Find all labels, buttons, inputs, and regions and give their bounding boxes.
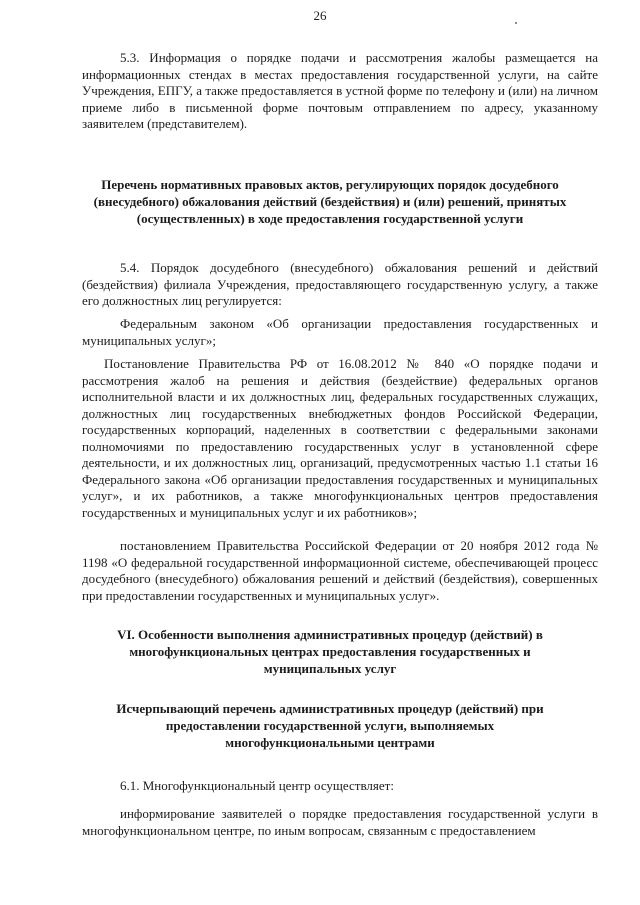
paragraph-5-3: 5.3. Информация о порядке подачи и рассмотрения жалобы размещается на информационных стендах в местах предоставления государственной услуги, на сайте Учреждения, ЕПГУ, а также предоставляется в устной форме по телефону и (или) на личном приеме либо в письменной форме почтовым отправлением по адресу, указанному заявителем (представителем). bbox=[82, 50, 598, 131]
paragraph-6-1: 6.1. Многофункциональный центр осуществляет: bbox=[120, 778, 394, 793]
paragraph-decree-840: Постановление Правительства РФ от 16.08.2012 № 840 «О порядке подачи и рассмотрения жалоб на решения и действия (бездействие) федеральных органов исполнительной власти и их должностных лиц, федеральных государственных служащих, должностных лиц государственных внебюджетных фондов Российской Федерации, государственных корпораций, наделенных в соответствии с федеральными законами полномочиями по предоставлению государственных услуг в установленной сфере деятельности, и их должностных лиц, организаций, предусмотренных частью 1.1 статьи 16 Федерального закона «Об организации предоставления государственных и муниципальных услуг», и их работников, а также многофункциональных центров предоставления государственных и муниципальных услуг и их работников»; bbox=[82, 356, 598, 520]
section-heading-normative-acts: Перечень нормативных правовых актов, регулирующих порядок досудебного (внесудебного) обжалования действий (бездействия) и (или) решений, принятых (осуществленных) в ходе предоставления государственной услуги bbox=[93, 177, 567, 226]
section-heading-procedures-list: Исчерпывающий перечень административных процедур (действий) при предоставлении государственной услуги, выполняемых многофункциональными центрами bbox=[116, 701, 544, 750]
scan-speck bbox=[515, 22, 517, 24]
paragraph-informing: информирование заявителей о порядке предоставления государственной услуги в многофункциональном центре, по иным вопросам, связанным с предоставлением bbox=[82, 806, 598, 838]
paragraph-federal-law: Федеральным законом «Об организации предоставления государственных и муниципальных услуг»; bbox=[82, 316, 598, 348]
paragraph-decree-1198: постановлением Правительства Российской Федерации от 20 ноября 2012 года № 1198 «О федеральной государственной информационной системе, обеспечивающей процесс досудебного (внесудебного) обжалования решений и действий (бездействия), совершенных при предоставлении государственных и муниципальных услуг». bbox=[82, 538, 598, 603]
page-number: 26 bbox=[313, 8, 327, 23]
section-heading-chapter-vi: VI. Особенности выполнения административных процедур (действий) в многофункциональных центрах предоставления государственных и муниципальных услуг bbox=[117, 627, 543, 676]
paragraph-5-4: 5.4. Порядок досудебного (внесудебного) обжалования решений и действий (бездействия) филиала Учреждения, предоставляющего государственную услугу, а также его должностных лиц регулируется: bbox=[82, 260, 598, 308]
